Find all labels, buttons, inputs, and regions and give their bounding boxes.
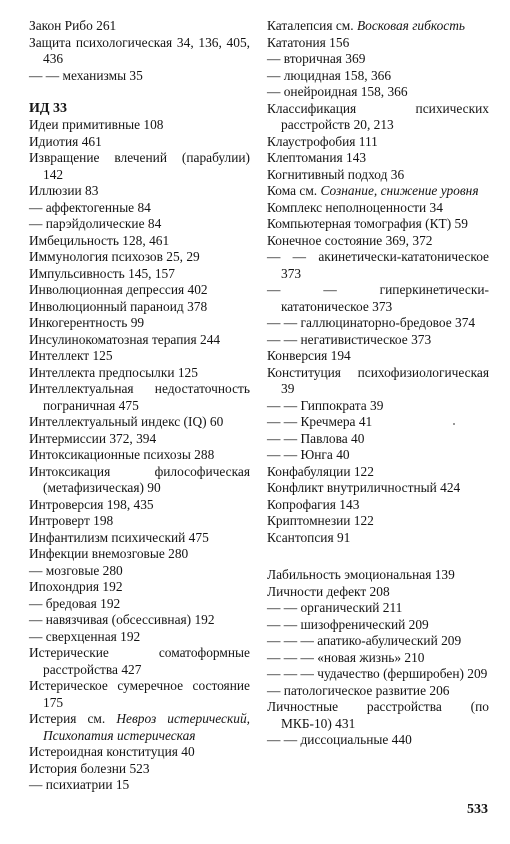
index-entry: Интеллектуальный индекс (IQ) 60 — [29, 414, 224, 429]
index-entry: — — Кречмера 41 — [267, 414, 373, 429]
index-entry: — — диссоциальные 440 — [267, 732, 412, 747]
index-entry: — — Гиппократа 39 — [267, 397, 384, 413]
index-entry: Защита психологическая 34, 136, 405, 436 — [29, 34, 250, 66]
index-entry: Истерия см. Невроз истерический, Психопатия истерическая — [29, 711, 250, 743]
index-entry: Интермиссии 372, 394 — [29, 430, 157, 446]
index-entry: — — органический 211 — [267, 600, 403, 615]
index-entry: Интоксикационные психозы 288 — [29, 447, 215, 462]
index-entry: — — механизмы 35 — [29, 67, 143, 83]
index-entry: — — Юнга 40 — [267, 447, 350, 462]
index-entry: Конституция психофизиологическая 39 — [267, 364, 489, 396]
index-entry: Извращение влечений (парабулии) 142 — [29, 150, 250, 182]
index-entry: — — Павлова 40 — [267, 430, 365, 446]
index-entry: Когнитивный подход 36 — [267, 166, 405, 182]
index-entry: — — — апатико-абулический 209 — [267, 633, 462, 648]
index-entry: История болезни 523 — [29, 760, 150, 776]
index-entry: Интроверт 198 — [29, 513, 114, 528]
index-entry: Истероидная конституция 40 — [29, 744, 195, 759]
cross-reference: Невроз истерический, Психопатия истерическая — [43, 711, 250, 743]
index-column-right — [267, 18, 489, 749]
index-entry: Импульсивность 145, 157 — [29, 265, 175, 281]
index-entry: — — акинетически-кататоническое 373 — [267, 249, 489, 281]
index-entry: — навязчивая (обсессивная) 192 — [29, 612, 215, 627]
index-entry: Инсулинокоматозная терапия 244 — [29, 331, 221, 347]
index-entry: Интоксикация философическая (метафизическая) 90 — [29, 463, 250, 495]
index-entry: — мозговые 280 — [29, 562, 123, 578]
index-entry: — парэйдолические 84 — [29, 216, 162, 231]
index-entry: Кома см. Сознание, снижение уровня — [267, 183, 479, 198]
cross-reference: Сознание, снижение уровня — [320, 183, 479, 198]
index-entry: — — негативистическое 373 — [267, 331, 432, 347]
index-entry: — — — «новая жизнь» 210 — [267, 649, 425, 665]
index-entry: Инволюционный параноид 378 — [29, 298, 208, 314]
index-entry: — сверхценная 192 — [29, 628, 141, 644]
index-entry: Клептомания 143 — [267, 150, 367, 165]
index-entry: — онейроидная 158, 366 — [267, 84, 408, 99]
index-entry: Компьютерная томография (КТ) 59 — [267, 216, 468, 231]
index-entry: Истерическое сумеречное состояние 175 — [29, 678, 250, 710]
index-entry: Иллюзии 83 — [29, 183, 99, 198]
page-number: 533 — [467, 802, 488, 817]
index-entry: Инфекции внемозговые 280 — [29, 546, 189, 561]
index-entry: Закон Рибо 261 — [29, 18, 117, 33]
index-entry: — вторичная 369 — [267, 51, 366, 66]
index-entry: Личностные расстройства (по МКБ-10) 431 — [267, 699, 489, 731]
speck-mark — [453, 423, 455, 425]
index-entry: — — шизофренический 209 — [267, 616, 429, 632]
index-entry: — аффектогенные 84 — [29, 199, 151, 215]
index-entry: — — — чудачество (ферширобен) 209 — [267, 666, 488, 681]
index-entry: Имбецильность 128, 461 — [29, 232, 170, 248]
index-entry: Копрофагия 143 — [267, 496, 360, 512]
index-entry: — — гиперкинетически-кататоническое 373 — [267, 282, 489, 314]
index-entry: Иммунология психозов 25, 29 — [29, 249, 200, 264]
index-entry: Комплекс неполноценности 34 — [267, 199, 443, 215]
index-entry: Ксантопсия 91 — [267, 529, 351, 545]
index-entry: Ипохондрия 192 — [29, 579, 123, 594]
index-entry: Идеи примитивные 108 — [29, 117, 164, 132]
index-entry: Интеллектуальная недостаточность пограничная 475 — [29, 381, 250, 413]
index-entry: Классификация психических расстройств 20, 213 — [267, 100, 489, 132]
index-entry: ИД 33 — [29, 100, 68, 116]
index-entry: Конечное состояние 369, 372 — [267, 232, 433, 248]
index-entry: Конфабуляции 122 — [267, 463, 374, 479]
index-entry: Каталепсия см. Восковая гибкость — [267, 18, 466, 33]
index-entry: Инфантилизм психический 475 — [29, 529, 209, 545]
index-entry: Интеллект 125 — [29, 348, 113, 363]
index-entry: Лабильность эмоциональная 139 — [267, 567, 455, 582]
index-entry: Истерические соматоформные расстройства 427 — [29, 645, 250, 677]
index-entry: — бредовая 192 — [29, 595, 121, 611]
index-entry: Интроверсия 198, 435 — [29, 496, 154, 512]
index-entry: — люцидная 158, 366 — [267, 67, 392, 83]
index-entry: Криптомнезии 122 — [267, 513, 374, 528]
index-entry: — — галлюцинаторно-бредовое 374 — [267, 315, 476, 330]
index-entry: Личности дефект 208 — [267, 583, 390, 599]
index-entry: Конфликт внутриличностный 424 — [267, 480, 461, 495]
index-entry: Инкогерентность 99 — [29, 315, 145, 330]
index-entry: — патологическое развитие 206 — [267, 682, 450, 698]
index-entry: Конверсия 194 — [267, 348, 351, 363]
index-entry: — психиатрии 15 — [29, 777, 130, 792]
cross-reference: Восковая гибкость — [356, 18, 466, 33]
index-entry: Интеллекта предпосылки 125 — [29, 364, 198, 380]
index-entry: Инволюционная депрессия 402 — [29, 282, 208, 297]
index-entry: Кататония 156 — [267, 34, 350, 50]
index-entry: Клаустрофобия 111 — [267, 133, 378, 149]
index-entry: Идиотия 461 — [29, 133, 102, 149]
index-column-left — [29, 18, 250, 794]
